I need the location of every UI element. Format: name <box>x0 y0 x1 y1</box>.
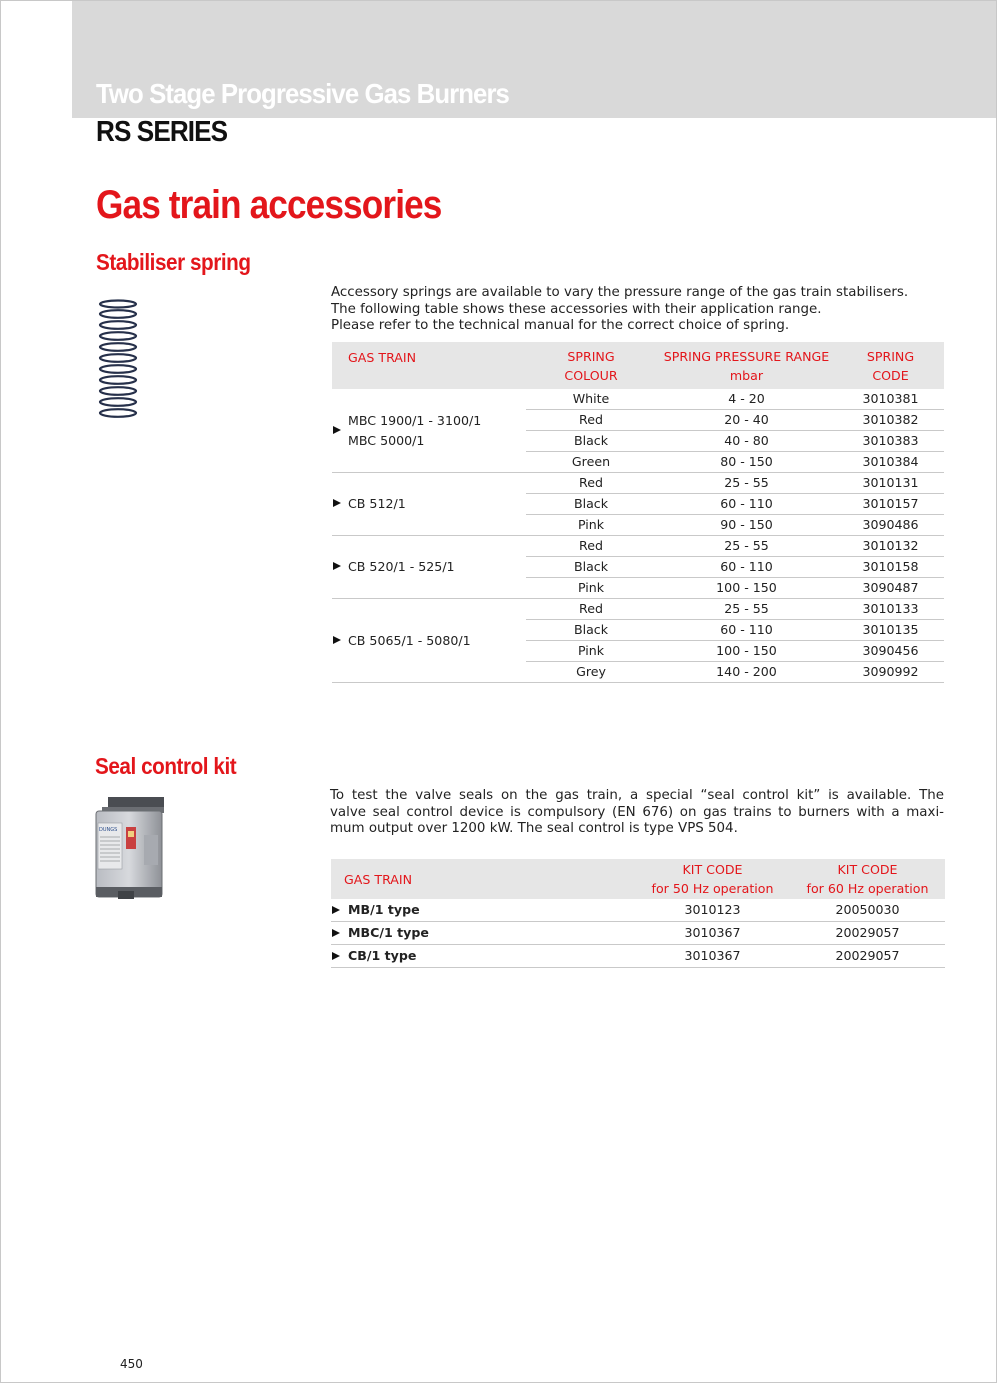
gas-train-cell <box>332 599 526 683</box>
spring-colour: Pink <box>526 578 656 599</box>
arrow-icon <box>332 906 340 914</box>
spring-colour: Red <box>526 599 656 620</box>
kit-code-50hz: 3010367 <box>635 922 790 945</box>
col-seal-gas-train-label: GAS TRAIN <box>344 871 413 887</box>
col-kit-60hz-line1: KIT CODE <box>837 862 898 877</box>
seal-control-device-image <box>94 795 170 905</box>
arrow-icon <box>333 562 341 570</box>
spring-code: 3090486 <box>837 515 944 536</box>
seal-gas-train-cell <box>331 945 635 968</box>
spring-colour: Pink <box>526 515 656 536</box>
spring-code: 3010158 <box>837 557 944 578</box>
spring-colour: Grey <box>526 662 656 683</box>
pressure-range: 25 - 55 <box>656 599 837 620</box>
arrow-icon <box>332 929 340 937</box>
spring-code: 3010382 <box>837 410 944 431</box>
spring-colour: Red <box>526 536 656 557</box>
table-row <box>332 389 944 410</box>
pressure-range: 100 - 150 <box>656 578 837 599</box>
seal-gas-train-name: MB/1 type <box>348 902 420 917</box>
kit-code-50hz: 3010367 <box>635 945 790 968</box>
pressure-range: 4 - 20 <box>656 389 837 410</box>
arrow-icon <box>333 499 341 507</box>
table-row <box>332 536 944 557</box>
col-gas-train <box>332 342 526 389</box>
col-pressure-range-line2: mbar <box>729 367 764 383</box>
pressure-range: 40 - 80 <box>656 431 837 452</box>
spring-colour: Black <box>526 620 656 641</box>
spring-image <box>96 298 142 422</box>
col-kit-50hz <box>635 859 790 899</box>
pressure-range: 60 - 110 <box>656 620 837 641</box>
spring-code: 3090456 <box>837 641 944 662</box>
col-spring-colour <box>526 342 656 389</box>
gas-train-cell <box>332 536 526 599</box>
col-kit-50hz-line1: KIT CODE <box>682 862 743 877</box>
pressure-range: 140 - 200 <box>656 662 837 683</box>
col-pressure-range <box>656 342 837 389</box>
spring-colour: Black <box>526 557 656 578</box>
kit-code-60hz: 20029057 <box>790 922 945 945</box>
spring-colour: Black <box>526 431 656 452</box>
stabiliser-intro <box>331 285 951 335</box>
spring-colour: Pink <box>526 641 656 662</box>
table-row <box>331 945 945 968</box>
col-spring-code <box>837 342 944 389</box>
arrow-icon <box>332 952 340 960</box>
spring-code: 3010157 <box>837 494 944 515</box>
seal-kit-table <box>331 859 945 968</box>
col-spring-code-line1: SPRING <box>866 348 915 364</box>
arrow-icon <box>333 426 341 434</box>
device-brand-label: DUNGS <box>99 827 118 833</box>
stabiliser-intro-line: Please refer to the technical manual for the correct choice of spring. <box>331 318 790 333</box>
pressure-range: 100 - 150 <box>656 641 837 662</box>
seal-intro-line: mum output over 1200 kW. The seal control is type VPS 504. <box>330 821 738 836</box>
col-spring-colour-line1: SPRING <box>567 348 615 364</box>
table-row <box>331 899 945 922</box>
spring-code: 3010384 <box>837 452 944 473</box>
gas-train-cell <box>332 389 526 473</box>
spring-code: 3010135 <box>837 620 944 641</box>
seal-intro-line: valve seal control device is compulsory (EN 676) on gas trains to burners with a maxi- <box>330 804 944 820</box>
spring-colour: Red <box>526 473 656 494</box>
spring-colour: Green <box>526 452 656 473</box>
arrow-icon <box>333 636 341 644</box>
col-spring-colour-line2: COLOUR <box>564 367 618 383</box>
spring-code: 3010381 <box>837 389 944 410</box>
kit-code-60hz: 20050030 <box>790 899 945 922</box>
col-kit-60hz <box>790 859 945 899</box>
seal-gas-train-cell <box>331 922 635 945</box>
spring-colour: Black <box>526 494 656 515</box>
spring-code: 3010132 <box>837 536 944 557</box>
spring-colour: White <box>526 389 656 410</box>
col-gas-train-label: GAS TRAIN <box>348 350 417 365</box>
seal-gas-train-cell <box>331 899 635 922</box>
stabiliser-heading: Stabiliser spring <box>96 249 251 275</box>
table-row <box>332 473 944 494</box>
pressure-range: 60 - 110 <box>656 494 837 515</box>
stabiliser-intro-line: Accessory springs are available to vary the pressure range of the gas train stabilisers. <box>331 285 909 300</box>
col-spring-code-line2: CODE <box>872 367 909 383</box>
gas-train-cell <box>332 473 526 536</box>
spring-code: 3010133 <box>837 599 944 620</box>
gas-train-name: MBC 1900/1 - 3100/1 <box>348 412 482 428</box>
spring-code: 3090487 <box>837 578 944 599</box>
col-kit-60hz-line2: for 60 Hz operation <box>806 881 929 896</box>
kit-code-60hz: 20029057 <box>790 945 945 968</box>
col-pressure-range-line1: SPRING PRESSURE RANGE <box>663 348 830 364</box>
pressure-range: 20 - 40 <box>656 410 837 431</box>
pressure-range: 60 - 110 <box>656 557 837 578</box>
spring-code: 3010383 <box>837 431 944 452</box>
seal-intro-line: To test the valve seals on the gas train, a special “seal control kit” is available. The <box>330 788 944 803</box>
page-heading: Gas train accessories <box>96 183 442 227</box>
gas-train-name: MBC 5000/1 <box>348 432 425 448</box>
table-row <box>331 922 945 945</box>
pressure-range: 25 - 55 <box>656 473 837 494</box>
spring-code: 3010131 <box>837 473 944 494</box>
seal-gas-train-name: MBC/1 type <box>348 925 429 940</box>
series-title: RS SERIES <box>96 116 228 148</box>
spring-code: 3090992 <box>837 662 944 683</box>
seal-gas-train-name: CB/1 type <box>348 948 417 963</box>
seal-intro <box>330 788 944 838</box>
kit-code-50hz: 3010123 <box>635 899 790 922</box>
spring-table <box>332 342 944 683</box>
stabiliser-intro-line: The following table shows these accessories with their application range. <box>331 301 822 317</box>
seal-heading: Seal control kit <box>95 753 237 779</box>
gas-train-name: CB 512/1 <box>348 496 406 511</box>
header-title: Two Stage Progressive Gas Burners <box>96 78 509 109</box>
table-row <box>332 599 944 620</box>
spring-colour: Red <box>526 410 656 431</box>
pressure-range: 90 - 150 <box>656 515 837 536</box>
pressure-range: 25 - 55 <box>656 536 837 557</box>
gas-train-name: CB 5065/1 - 5080/1 <box>348 632 471 648</box>
col-kit-50hz-line2: for 50 Hz operation <box>651 881 774 896</box>
pressure-range: 80 - 150 <box>656 452 837 473</box>
gas-train-name: CB 520/1 - 525/1 <box>348 559 455 574</box>
col-seal-gas-train <box>331 859 635 899</box>
page-number: 450 <box>120 1357 143 1371</box>
